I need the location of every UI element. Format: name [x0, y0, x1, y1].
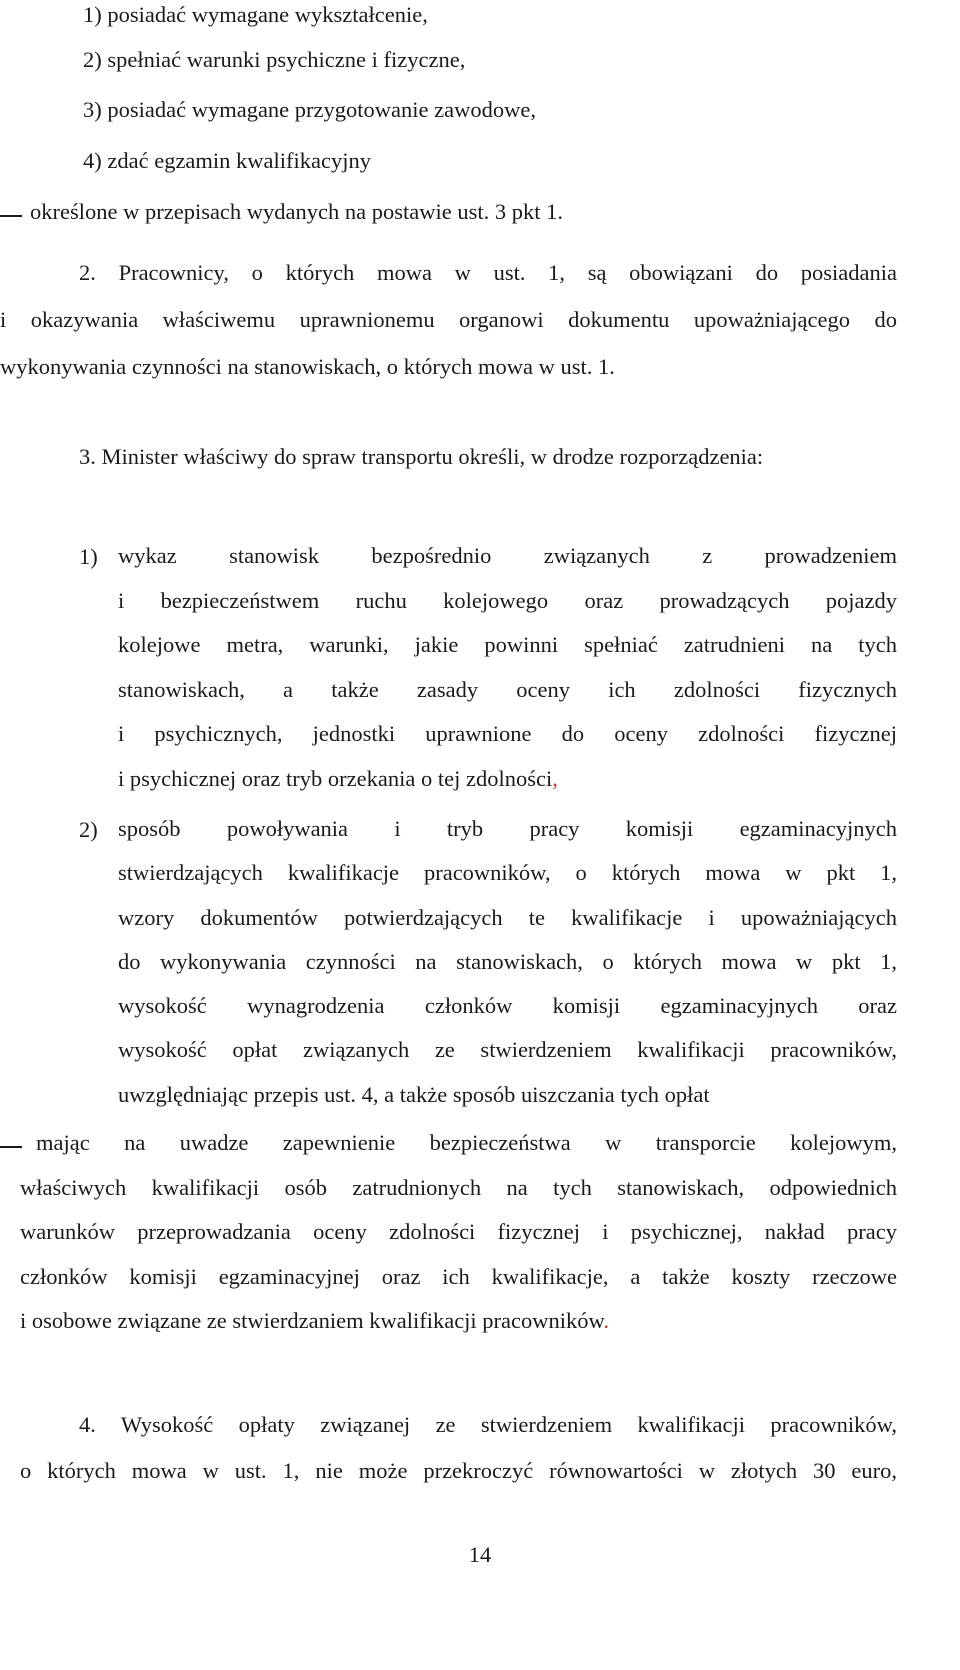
closing-line: mając na uwadze zapewnienie bezpieczeństwa w transporcie kolejowym, — [36, 1130, 897, 1155]
item-text — [118, 807, 897, 1117]
item-line: wysokość opłat związanych ze stwierdzeniem kwalifikacji pracowników, — [118, 1037, 897, 1063]
item-line: sposób powoływania i tryb pracy komisji egzaminacyjnych — [118, 816, 897, 841]
item-line: i psychicznych, jednostki uprawnione do oceny zdolności fizycznej — [118, 721, 897, 746]
closing-line-text: i osobowe związane ze stwierdzaniem kwalifikacji pracowników — [20, 1308, 604, 1333]
list-item: 1) posiadać wymagane wykształcenie, — [83, 2, 428, 27]
paragraph-line: o których mowa w ust. 1, nie może przekroczyć równowartości w złotych 30 euro, — [20, 1458, 897, 1483]
page-number: 14 — [468, 1542, 492, 1567]
item-line: stwierdzających kwalifikacje pracowników, o których mowa w pkt 1, — [118, 860, 897, 886]
closing-line: właściwych kwalifikacji osób zatrudnionych na tych stanowiskach, odpowiednich — [20, 1174, 897, 1200]
paragraph-4 — [20, 1402, 897, 1494]
paragraph-line: 2. Pracownicy, o których mowa w ust. 1, są obowiązani do posiadania — [79, 260, 897, 285]
list-item: 4) zdać egzamin kwalifikacyjny — [83, 148, 371, 173]
dash-mark — [0, 215, 22, 217]
item-number: 2) — [79, 817, 98, 842]
list-item: 3) posiadać wymagane przygotowanie zawodowe, — [83, 97, 536, 122]
item-line-text: i psychicznej oraz tryb orzekania o tej zdolności — [118, 765, 553, 791]
list-item: 2) spełniać warunki psychiczne i fizyczne, — [83, 47, 466, 72]
paragraph-line: wykonywania czynności na stanowiskach, o których mowa w ust. 1. — [0, 354, 615, 379]
paragraph-line: 4. Wysokość opłaty związanej ze stwierdzeniem kwalifikacji pracowników, — [79, 1412, 897, 1437]
paragraph-line: i okazywania właściwemu uprawnionemu organowi dokumentu upoważniającego do — [0, 307, 897, 332]
closing-line: członków komisji egzaminacyjnej oraz ich kwalifikacje, a także koszty rzeczowe — [20, 1263, 897, 1289]
paragraph-3-intro: 3. Minister właściwy do spraw transportu określi, w drodze rozporządzenia: — [79, 444, 764, 469]
red-period: . — [603, 1308, 609, 1333]
item-line: stanowiskach, a także zasady oceny ich zdolności fizycznych — [118, 676, 897, 702]
item-line: kolejowe metra, warunki, jakie powinni spełniać zatrudnieni na tych — [118, 632, 897, 657]
closing-text — [0, 1121, 897, 1344]
paragraph-2 — [0, 249, 897, 390]
item-line: do wykonywania czynności na stanowiskach, o których mowa w pkt 1, — [118, 948, 897, 974]
list-closing: określone w przepisach wydanych na postawie ust. 3 pkt 1. — [30, 199, 563, 224]
closing-line — [0, 1299, 897, 1344]
item-line: uwzględniając przepis ust. 4, a także sposób uiszczania tych opłat — [118, 1081, 710, 1107]
item-number: 1) — [79, 544, 98, 569]
item-line — [118, 757, 897, 802]
item-text — [118, 534, 897, 801]
item-line: wykaz stanowisk bezpośrednio związanych z prowadzeniem — [118, 543, 897, 568]
closing-line: warunków przeprowadzania oceny zdolności fizycznej i psychicznej, nakład pracy — [20, 1219, 897, 1244]
item-line: i bezpieczeństwem ruchu kolejowego oraz prowadzących pojazdy — [118, 587, 897, 613]
item-line: wzory dokumentów potwierdzających te kwalifikacje i upoważniających — [118, 904, 897, 930]
red-comma: , — [552, 765, 558, 791]
item-line: wysokość wynagrodzenia członków komisji egzaminacyjnych oraz — [118, 993, 897, 1019]
